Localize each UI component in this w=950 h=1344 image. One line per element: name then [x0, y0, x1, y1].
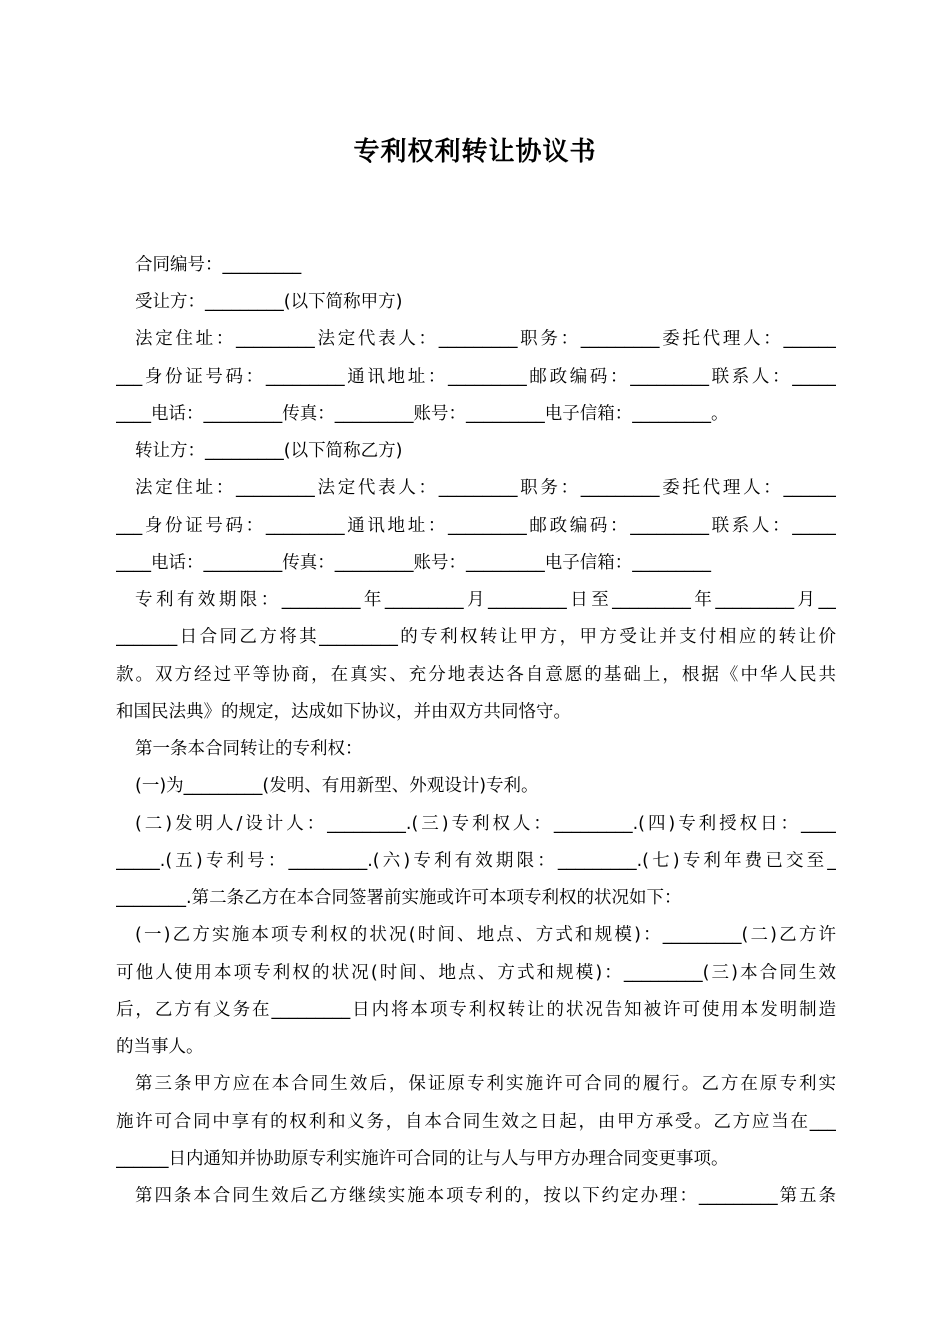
- clause-line: (一)为_________(发明、有用新型、外观设计)专利。: [135, 776, 539, 796]
- assignor-line: 转让方：_________(以下简称乙方): [135, 441, 403, 461]
- clause-line: (二)发明人/设计人：_________.(三)专利权人：_________.(四)专利授权日：____: [135, 814, 836, 834]
- paragraph-line: _______日合同乙方将其_________的专利权转让甲方，甲方受让并支付相应的转让价: [116, 627, 836, 647]
- article-two-line: ________.第二条乙方在本合同签署前实施或许可本项专利权的状况如下：: [116, 888, 682, 908]
- assignee-line: 受让方：_________(以下简称甲方): [135, 292, 403, 312]
- article-one-heading: 第一条本合同转让的专利权：: [135, 739, 363, 759]
- assignee-id-line: ___身份证号码：_________通讯地址：_________邮政编码：_________联系人：_____: [116, 367, 836, 387]
- assignee-contact-line: ____电话：_________传真：_________账号：_________电子信箱：_________。: [116, 404, 729, 424]
- paragraph-line: 和国民法典》的规定，达成如下协议，并由双方共同恪守。: [116, 702, 571, 722]
- clause-line: 的当事人。: [116, 1037, 204, 1057]
- clause-line: _____.(五)专利号：_________.(六)专利有效期限：_________.(七)专利年费已交至_: [116, 851, 836, 871]
- clause-line: 可他人使用本项专利权的状况(时间、地点、方式和规模)：_________(三)本合同生效: [116, 963, 836, 983]
- article-three-line: 第三条甲方应在本合同生效后，保证原专利实施许可合同的履行。乙方在原专利实: [135, 1074, 836, 1094]
- clause-line: 后，乙方有义务在_________日内将本项专利权转让的状况告知被许可使用本发明制造: [116, 1000, 836, 1020]
- article-three-line: 施许可合同中享有的权利和义务，自本合同生效之日起，由甲方承受。乙方应当在___: [116, 1112, 836, 1132]
- article-three-line: ______日内通知并协助原专利实施许可合同的让与人与甲方办理合同变更事项。: [116, 1149, 729, 1169]
- assignor-contact-line: ____电话：_________传真：_________账号：_________电子信箱：_________: [116, 553, 711, 573]
- clause-line: (一)乙方实施本项专利权的状况(时间、地点、方式和规模)：_________(二)乙方许: [135, 925, 836, 945]
- assignor-id-line: ___身份证号码：_________通讯地址：_________邮政编码：_________联系人：_____: [116, 516, 836, 536]
- patent-term-line: 专利有效期限：_________年_________月_________日至_________年_________月__: [135, 590, 836, 610]
- document-title: 专利权利转让协议书: [353, 137, 597, 167]
- article-four-line: 第四条本合同生效后乙方继续实施本项专利的，按以下约定办理：_________第五条: [135, 1186, 836, 1206]
- assignor-address-line: 法定住址：_________法定代表人：_________职务：_________委托代理人：______: [135, 478, 836, 498]
- paragraph-line: 款。双方经过平等协商，在真实、充分地表达各自意愿的基础上，根据《中华人民共: [116, 665, 836, 685]
- contract-number-line: 合同编号：_________: [135, 255, 302, 275]
- assignee-address-line: 法定住址：_________法定代表人：_________职务：_________委托代理人：______: [135, 329, 836, 349]
